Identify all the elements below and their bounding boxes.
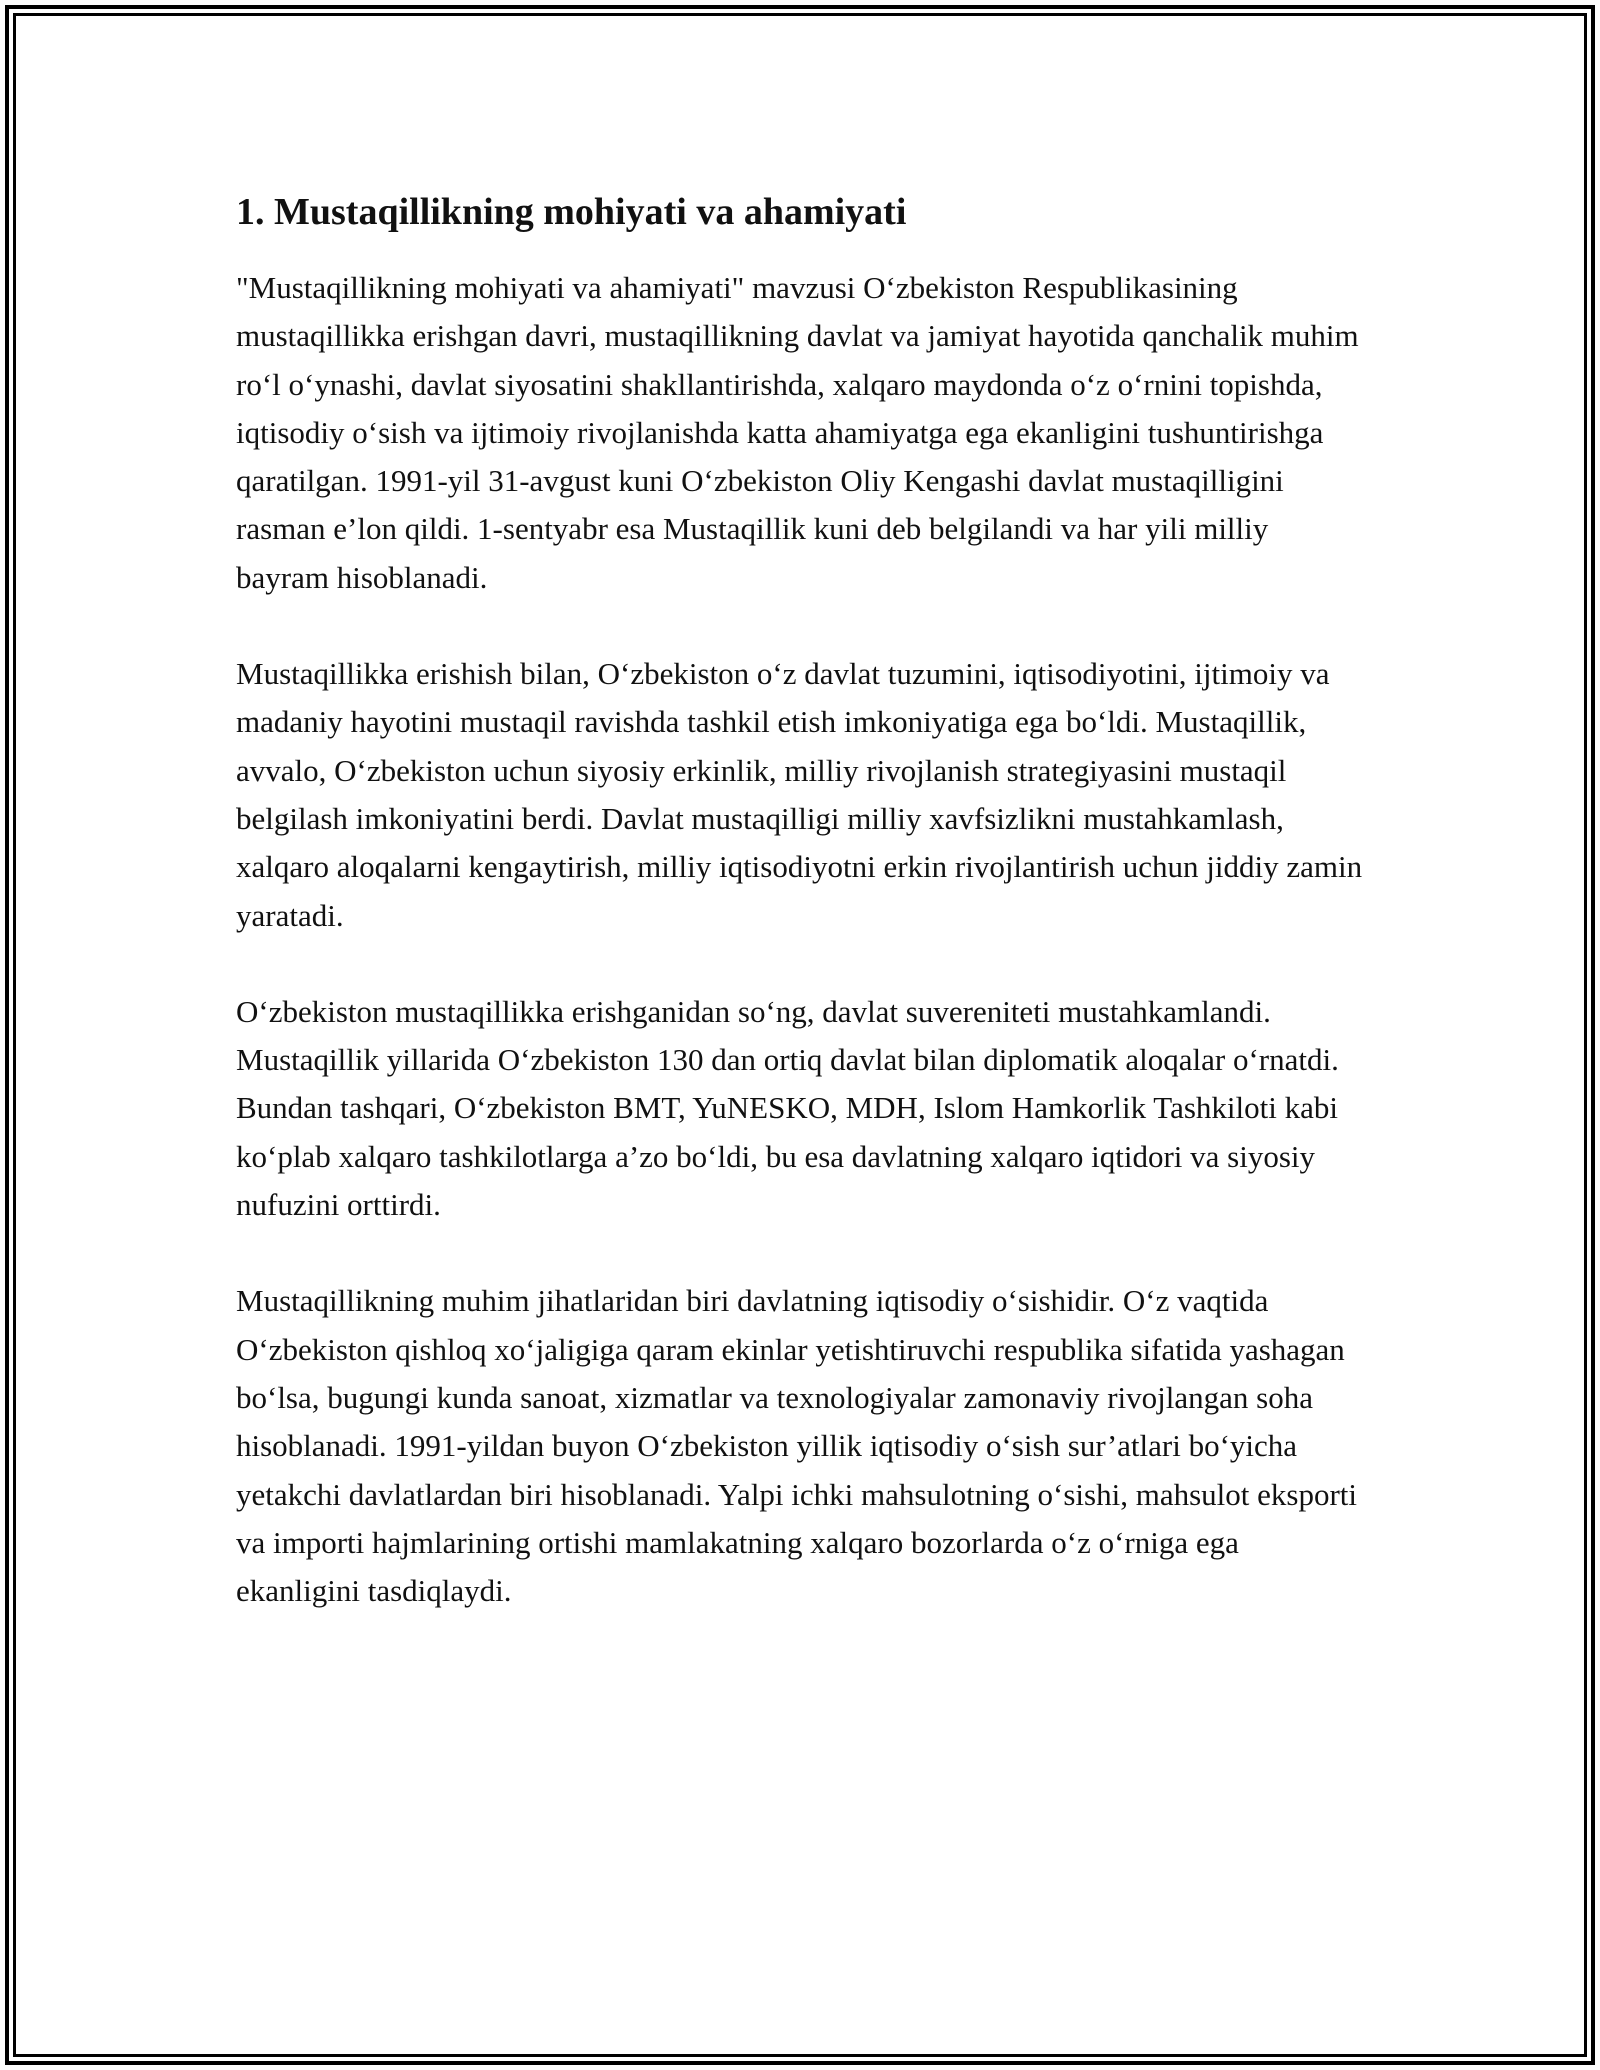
document-body [236,182,1366,1663]
paragraph-2: Mustaqillikka erishish bilan, O‘zbekiston o‘z davlat tuzumini, iqtisodiyotini, ijtimoiy va madaniy hayotini mustaqil ravishda tashkil etish imkoniyatiga ega bo‘ldi. Mustaqillik, avvalo, O‘zbekiston uchun siyosiy erkinlik, milliy rivojlanish strategiyasini mustaqil belgilash imkoniyatini berdi. Davlat mustaqilligi milliy xavfsizlikni mustahkamlash, xalqaro aloqalarni kengaytirish, milliy iqtisodiyotni erkin rivojlantirish uchun jiddiy zamin yaratadi. [236,656,1363,933]
paragraph-4: Mustaqillikning muhim jihatlaridan biri davlatning iqtisodiy o‘sishidir. O‘z vaqtida O‘zbekiston qishloq xo‘jaligiga qaram ekinlar yetishtiruvchi respublika sifatida yashagan bo‘lsa, bugungi kunda sanoat, xizmatlar va texnologiyalar zamonaviy rivojlangan soha hisoblanadi. 1991-yildan buyon O‘zbekiston yillik iqtisodiy o‘sish sur’atlari bo‘yicha yetakchi davlatlardan biri hisoblanadi. Yalpi ichki mahsulotning o‘sishi, mahsulot eksporti va importi hajmlarining ortishi mamlakatning xalqaro bozorlarda o‘z o‘rniga ega ekanligini tasdiqlaydi. [236,1283,1358,1609]
section-heading: 1. Mustaqillikning mohiyati va ahamiyati [236,191,907,233]
paragraph-1: "Mustaqillikning mohiyati va ahamiyati" mavzusi O‘zbekiston Respublikasining mustaqillikka erishgan davri, mustaqillikning davlat va jamiyat hayotida qanchalik muhim ro‘l o‘ynashi, davlat siyosatini shakllantirishda, xalqaro maydonda o‘z o‘rnini topishda, iqtisodiy o‘sish va ijtimoiy rivojlanishda katta ahamiyatga ega ekanligini tushuntirishga qaratilgan. 1991-yil 31-avgust kuni O‘zbekiston Oliy Kengashi davlat mustaqilligini rasman e’lon qildi. 1-sentyabr esa Mustaqillik kuni deb belgilandi va har yili milliy bayram hisoblanadi. [236,270,1359,595]
paragraph-3: O‘zbekiston mustaqillikka erishganidan so‘ng, davlat suvereniteti mustahkamlandi. Mustaqillik yillarida O‘zbekiston 130 dan ortiq davlat bilan diplomatik aloqalar o‘rnatdi. Bundan tashqari, O‘zbekiston BMT, YuNESKO, MDH, Islom Hamkorlik Tashkiloti kabi ko‘plab xalqaro tashkilotlarga a’zo bo‘ldi, bu esa davlatning xalqaro iqtidori va siyosiy nufuzini orttirdi. [236,993,1339,1223]
